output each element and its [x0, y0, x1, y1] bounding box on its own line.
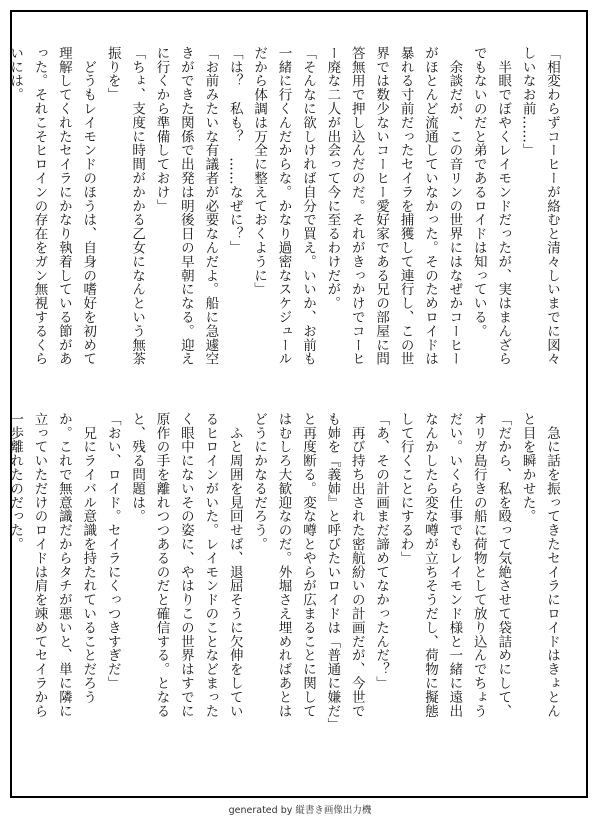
paragraph: 「ちょ、支度に時間がかかる乙女になんという無茶振りを」 — [104, 46, 146, 366]
paragraph: 「相変わらずコーヒーが絡むと清々しいまでに図々しいなお前……」 — [519, 46, 560, 366]
paragraph: 半眼でぼやくレイモンドだったが、実はまんざらでもないのだと弟であるロイドは知っている。 — [470, 46, 512, 366]
paragraph: 「お前みたいな有議者が必要なんだよ。船に急遽空きができた関係で出発は明後日の早朝になる。迎えに行くから準備しておけ」 — [153, 46, 219, 366]
generator-credit: generated by 縦書き画像出力機 — [228, 805, 372, 816]
paragraph: 「は？ 私も？ ……なぜに？」 — [226, 46, 243, 255]
paragraph: どうもレイモンドのほうは、自身の嗜好を初めて理解してくれたセイラにかなり執着している節があった。それこそヒロインの存在をガン無視するくらいには。 — [7, 46, 97, 366]
page-frame — [7, 10, 588, 798]
lower-text-block — [3, 412, 564, 728]
upper-text-block — [0, 46, 564, 370]
paragraph: 余談だが、この音リンの世界にはなぜかコーヒーがほとんど流通していなかった。そのためロイドは暴れる寸前だったセイラを捕獲して連行し、この世界では数少ないコーヒー愛好家である兄の部屋に問答無用で押し込んだのだ。それがきっかけでコーヒー廃な二人が出会って今に至るわけだが。 — [324, 46, 463, 366]
paragraph: 再び持ち出された密航紛いの計画だが、今世でも姉を『義姉』と呼びたいロイドは「普通に嫌だ」と再度断る。変な噂とやらが広まることに関してはむしろ大歓迎なのだ。外堀さえ埋めればあとはどうにかなるだろう。 — [251, 412, 365, 725]
paragraph: 急に話を振ってきたセイラにロイドはきょとんと目を瞬かせた。 — [519, 412, 560, 718]
paragraph: ふと周囲を見回せば、退屈そうに欠伸をしているヒロインがいた。レイモンドのことなどまったく眼中にないその姿に、やはりこの世界はすでに原作の手を離れつつあるのだと確信する。となると、残る問題は。 — [129, 412, 243, 718]
paragraph — [0, 46, 3, 370]
paragraph: 「あ、その計画まだ諦めてなかったんだ？」 — [373, 412, 390, 690]
paragraph: 「おい、ロイド。セイラにくっつきすぎだ」 — [104, 412, 121, 690]
paragraph: 「そんなに欲しければ自分で買え。いいか、お前も一緒に行くんだからな。かなり過密なスケジュールだから体調は万全に整えておくように」 — [251, 46, 316, 366]
paragraph: 「だから、私を殴って気絶させて袋詰めにして、オリガ島行きの船に荷物として放り込んでちょうだい。いくら仕事でもレイモンド様と一緒に遠出なんかしたら変な噂が立ちそうだし、荷物に擬態して行くことにするわ」 — [397, 412, 512, 718]
paragraph: 兄にライバル意識を持たれていることだろうか。これで無意識だからタチが悪いと、単に隣に立っていただけのロイドは肩を竦めてセイラから一歩離れたのだった。 — [7, 412, 97, 718]
